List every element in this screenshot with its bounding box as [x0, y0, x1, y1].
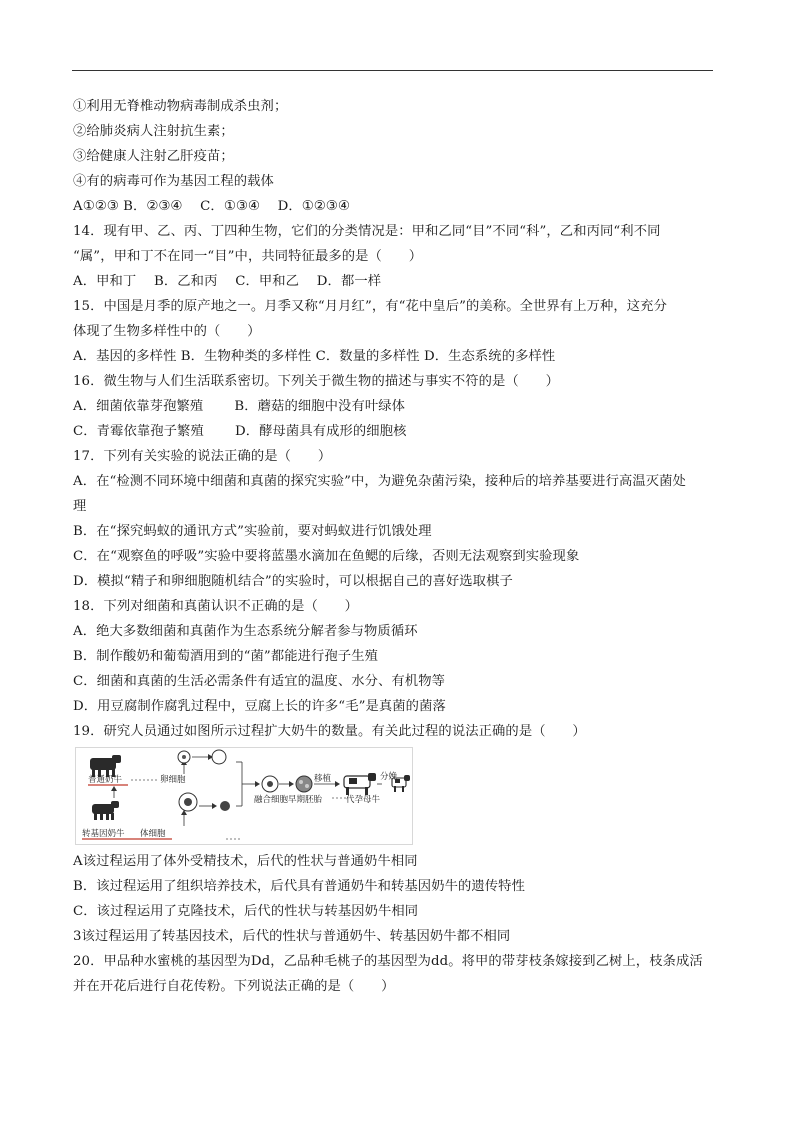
question-19 — [73, 719, 723, 949]
question-18 — [73, 594, 723, 719]
question-19-option-b: B．该过程运用了组织培养技术，后代具有普通奶牛和转基因奶牛的遗传特性 — [73, 879, 525, 894]
body-nucleus-icon — [184, 798, 192, 806]
label-birth: 分娩 — [380, 772, 398, 782]
question-18-option-b: B．制作酸奶和葡萄酒用到的“菌”都能进行孢子生殖 — [73, 649, 379, 664]
question-20 — [73, 949, 723, 999]
item-4: ④有的病毒可作为基因工程的载体 — [73, 174, 274, 189]
label-implant: 移植 — [314, 774, 332, 784]
cloning-process-figure — [75, 747, 413, 845]
question-15-options: A．基因的多样性 B．生物种类的多样性 C．数量的多样性 D．生态系统的多样性 — [73, 349, 556, 364]
item-3: ③给健康人注射乙肝疫苗； — [73, 149, 234, 164]
embryo-cell-icon — [299, 780, 303, 784]
question-13-items — [73, 94, 723, 219]
transgenic-cow-icon — [92, 801, 119, 820]
early-embryo-icon — [296, 776, 312, 792]
question-18-option-c: C．细菌和真菌的生活必需条件有适宜的温度、水分、有机物等 — [73, 674, 445, 689]
arrow-head-nucleus — [212, 803, 217, 809]
question-16 — [73, 369, 723, 444]
question-16-options-cd: C．青霉依靠孢子繁殖 D．酵母菌具有成形的细胞核 — [73, 424, 407, 439]
egg-nucleus-icon — [182, 755, 186, 759]
embryo-cell-icon — [305, 784, 309, 788]
question-14-options: A．甲和丁 B．乙和丙 C．甲和乙 D．都一样 — [73, 274, 382, 289]
question-17-stem: 17．下列有关实验的说法正确的是（ ） — [73, 449, 332, 464]
question-17 — [73, 444, 723, 594]
question-19-option-a: A该过程运用了体外受精技术，后代的性状与普通奶牛相同 — [73, 854, 418, 869]
fused-nucleus-icon — [267, 781, 273, 787]
question-20-stem-line-2: 并在开花后进行自花传粉。下列说法正确的是（ ） — [73, 979, 395, 994]
item-1: ①利用无脊椎动物病毒制成杀虫剂； — [73, 99, 288, 114]
question-17-option-c: C．在“观察鱼的呼吸”实验中要将蓝墨水滴加在鱼鳃的后缘，否则无法观察到实验现象 — [73, 549, 580, 564]
arrow-head-embryo — [289, 781, 294, 787]
question-16-options-ab: A．细菌依靠芽孢繁殖 B．蘑菇的细胞中没有叶绿体 — [73, 399, 406, 414]
question-15 — [73, 294, 723, 369]
question-13-options: A①②③ B．②③④ C．①③④ D．①②③④ — [73, 199, 350, 214]
normal-cow-icon — [90, 755, 121, 777]
item-2: ②给肺炎病人注射抗生素； — [73, 124, 234, 139]
question-15-stem-line-2: 体现了生物多样性中的（ ） — [73, 324, 261, 339]
question-18-stem: 18．下列对细菌和真菌认识不正确的是（ ） — [73, 599, 359, 614]
question-19-option-c: C．该过程运用了克隆技术，后代的性状与转基因奶牛相同 — [73, 904, 419, 919]
question-15-stem-line-1: 15．中国是月季的原产地之一。月季又称“月月红”，有“花中皇后”的美称。全世界有上万种，这充分 — [73, 299, 667, 314]
question-19-option-d: 3该过程运用了转基因技术，后代的性状与普通奶牛、转基因奶牛都不相同 — [73, 929, 511, 944]
arrow-head-surrogate — [335, 781, 340, 787]
label-transgenic-cow: 转基因奶牛 — [82, 829, 125, 839]
header-rule — [72, 70, 713, 71]
label-egg-cell: 卵细胞 — [160, 775, 186, 785]
question-14 — [73, 219, 723, 294]
question-18-option-a: A．绝大多数细菌和真菌作为生态系统分解者参与物质循环 — [73, 624, 418, 639]
isolated-nucleus-icon — [220, 801, 230, 811]
label-body-cell: 体细胞 — [140, 829, 166, 839]
exam-content — [73, 94, 723, 999]
question-14-stem-line-2: “属”，甲和丁不在同一“目”中，共同特征最多的是（ ） — [73, 249, 423, 264]
question-14-stem-line-1: 14．现有甲、乙、丙、丁四种生物，它们的分类情况是：甲和乙同“目”不同“科”，乙和丙同“利不同 — [73, 224, 661, 239]
enucleated-egg-icon — [212, 750, 226, 764]
surrogate-cow-icon — [344, 773, 376, 795]
arrow-head-fusion — [255, 781, 260, 787]
question-17-option-a: A．在“检测不同环境中细菌和真菌的探究实验”中，为避免杂菌污染，接种后的培养基要进行高温灭菌处 — [73, 474, 686, 489]
label-normal-cow: 普通奶牛 — [88, 775, 123, 785]
question-17-option-a-cont: 理 — [73, 499, 87, 514]
question-18-option-d: D．用豆腐制作腐乳过程中，豆腐上长的许多“毛”是真菌的菌落 — [73, 699, 446, 714]
question-17-option-b: B．在“探究蚂蚁的通讯方式”实验前，要对蚂蚁进行饥饿处理 — [73, 524, 432, 539]
question-17-option-d: D．模拟“精子和卵细胞随机结合”的实验时，可以根据自己的喜好选取棋子 — [73, 574, 513, 589]
arrow-head-cow-up — [111, 786, 117, 791]
question-19-stem: 19．研究人员通过如图所示过程扩大奶牛的数量。有关此过程的说法正确的是（ ） — [73, 724, 586, 739]
label-surrogate-cow: 代孕母牛 — [346, 795, 381, 805]
question-20-stem-line-1: 20．甲品种水蜜桃的基因型为Dd，乙品种毛桃子的基因型为dd。将甲的带芽枝条嫁接到乙树上，枝条成活 — [73, 954, 703, 969]
label-fusion-embryo: 融合细胞早期胚胎 — [254, 795, 323, 805]
question-16-stem: 16．微生物与人们生活联系密切。下列关于微生物的描述与事实不符的是（ ） — [73, 374, 560, 389]
